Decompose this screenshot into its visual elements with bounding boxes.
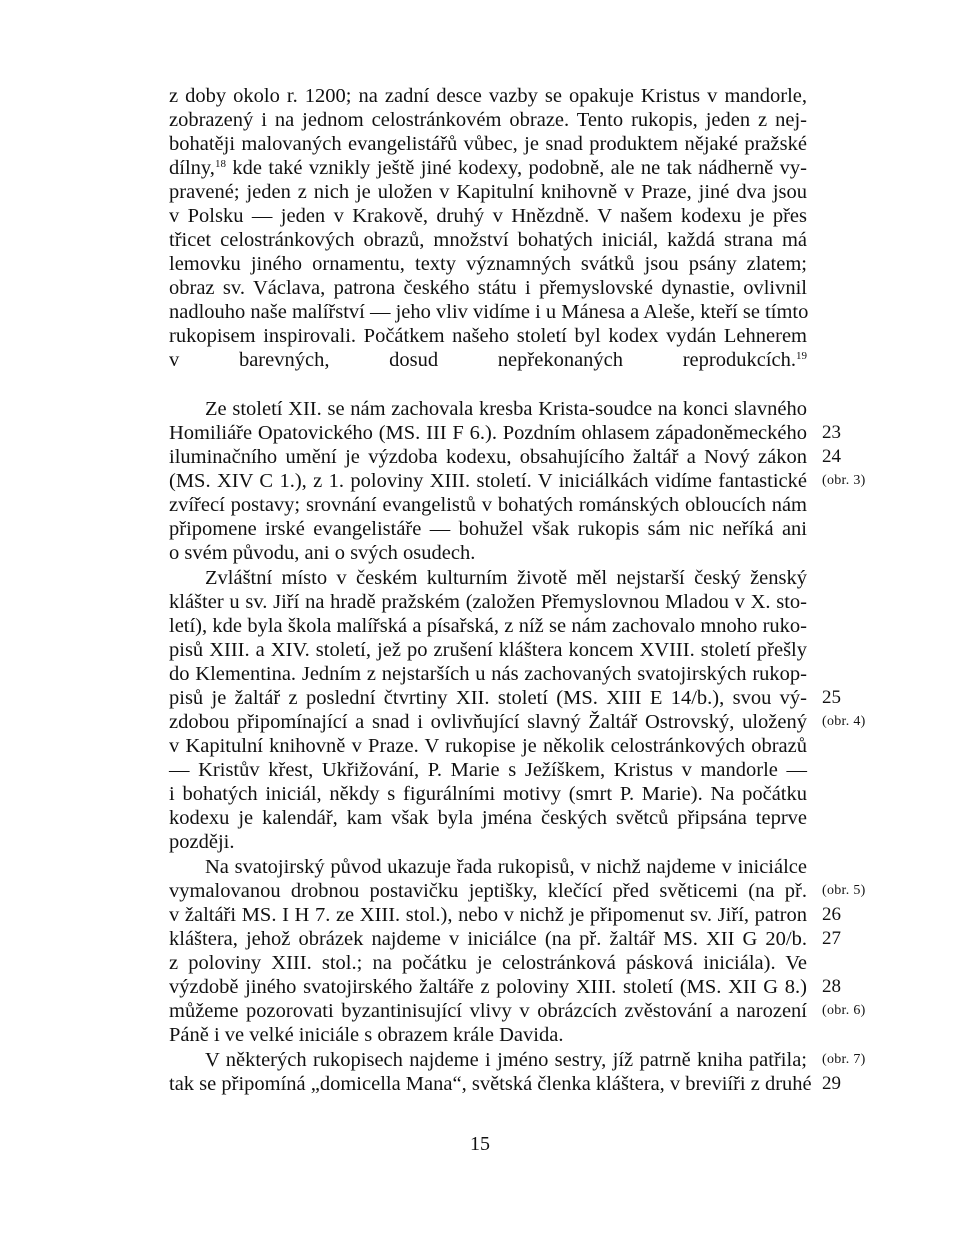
text-line [169,156,807,180]
footnote-ref: 18 [214,158,226,170]
text-fragment: v barevných, dosud nepřekonaných reprodukcích. [169,349,796,371]
text-line: nadlouho naše malířství — jeho vliv vidíme i u Mánesa a Aleše, kteří se tímto [169,301,809,323]
text-line: připomene irské evangelistáře — bohužel však rukopis sám nic neříká ani [169,518,807,540]
text-line: třicet celostránkových obrazů, množství bohatých iniciál, každá strana má [169,229,807,251]
text-line: V některých rukopisech najdeme i jméno sestry, jíž patrně kniha patřila; [205,1049,807,1071]
text-line: v žaltáři MS. I H 7. ze XIII. stol.), nebo v nichž je připomenut sv. Jiří, patron [169,904,807,926]
text-line: klášter u sv. Jiří na hradě pražském (založen Přemyslovnou Mladou v X. sto- [169,591,807,613]
text-line: později. [169,831,235,853]
margin-plate-number: 27 [822,928,841,949]
footnote-ref: 19 [796,350,807,362]
text-line: z doby okolo r. 1200; na zadní desce vazby se opakuje Kristus v mandorle, [169,85,807,107]
text-line: zdobou připomínající a snad i ovlivňující slavný Žaltář Ostrovský, uložený [169,711,807,733]
text-line: obraz sv. Václava, patrona českého státu i přemyslovské dynastie, ovlivnil [169,277,807,299]
margin-figure-ref: (obr. 4) [822,714,866,729]
text-line: Páně i ve velké iniciále s obrazem krále Davida. [169,1024,564,1046]
text-line: iluminačního umění je výzdoba kodexu, obsahujícího žaltář a Nový zákon [169,446,807,468]
text-fragment: kde také vznikly ještě jiné kodexy, podobně, ale ne tak nádherně vy- [232,157,807,179]
text-line: zvířecí postavy; srovnání evangelistů v bohatých románských obloucích nám [169,494,807,516]
margin-figure-ref: (obr. 5) [822,883,866,898]
text-line: o svém původu, ani o svých osudech. [169,542,476,564]
page-number: 15 [470,1133,490,1155]
text-line: výzdobě jiného svatojirského žaltáře z poloviny XIII. století (MS. XII G 8.) [169,976,807,998]
text-line: — Kristův křest, Ukřižování, P. Marie s Ježíškem, Kristus v mandorle — [169,759,807,781]
text-line: Na svatojirský původ ukazuje řada rukopisů, v nichž najdeme v iniciálce [205,856,807,878]
text-line: pravené; jeden z nich je uložen v Kapitulní knihovně v Praze, jiné dva jsou [169,181,807,203]
margin-figure-ref: (obr. 6) [822,1003,866,1018]
text-fragment: dílny, [169,157,215,179]
margin-plate-number: 24 [822,446,841,467]
text-line: lemovku jiného ornamentu, texty významných svátků jsou psány zlatem; [169,253,807,275]
text-line: kodexu je kalendář, kam však byla jména českých světců připsána teprve [169,807,807,829]
margin-plate-number: 28 [822,976,841,997]
margin-plate-number: 25 [822,687,841,708]
margin-figure-ref: (obr. 7) [822,1052,866,1067]
text-line: rukopisem inspirovali. Počátkem našeho století byl kodex vydán Lehnerem [169,325,807,347]
text-line [169,348,807,372]
text-line: (MS. XIV C 1.), z 1. poloviny XIII. století. V iniciálkách vidíme fantastické [169,470,807,492]
text-line: zobrazený i na jednom celostránkovém obraze. Tento rukopis, jeden z nej- [169,109,807,131]
text-line: pisů XIII. a XIV. století, jež po zrušení kláštera koncem XVIII. století přešly [169,639,807,661]
text-line: i bohatých iniciál, někdy s figurálními motivy (smrt P. Marie). Na počátku [169,783,807,805]
margin-figure-ref: (obr. 3) [822,473,866,488]
text-line: v Kapitulní knihovně v Praze. V rukopise je několik celostránkových obrazů [169,735,807,757]
text-line: z poloviny XIII. stol.; na počátku je celostránková pásková iniciála). Ve [169,952,807,974]
margin-plate-number: 23 [822,422,841,443]
text-line: v Polsku — jeden v Krakově, druhý v Hnězdně. V našem kodexu je přes [169,205,807,227]
text-line: pisů je žaltář z poslední čtvrtiny XII. století (MS. XIII E 14/b.), svou vý- [169,687,807,709]
margin-plate-number: 29 [822,1073,841,1094]
text-line: do Klementina. Jedním z nejstarších u nás zachovaných svatojirských rukop- [169,663,807,685]
text-line: Ze století XII. se nám zachovala kresba Krista-soudce na konci slavného [205,398,807,420]
margin-plate-number: 26 [822,904,841,925]
text-line [169,372,807,396]
text-line: letí), kde byla škola malířská a písařská, z níž se nám zachovalo mnoho ruko- [169,615,807,637]
text-line: Zvláštní místo v českém kulturním životě měl nejstarší český ženský [205,567,807,589]
text-line: kláštera, jehož obrázek najdeme v iniciálce (na př. žaltář MS. XII G 20/b. [169,928,807,950]
text-line: můžeme pozorovati byzantinisující vlivy v obrázcích zvěstování a narození [169,1000,807,1022]
text-line: bohatěji malovaných evangelistářů vůbec, je snad produktem nějaké pražské [169,133,807,155]
text-line: vymalovanou drobnou postavičku jeptišky, klečící před světicemi (na př. [169,880,807,902]
text-line: tak se připomíná „domicella Mana“, světská členka kláštera, v breviíři z druhé [169,1073,812,1095]
text-line: Homiliáře Opatovického (MS. III F 6.). Pozdním ohlasem západoněmeckého [169,422,807,444]
